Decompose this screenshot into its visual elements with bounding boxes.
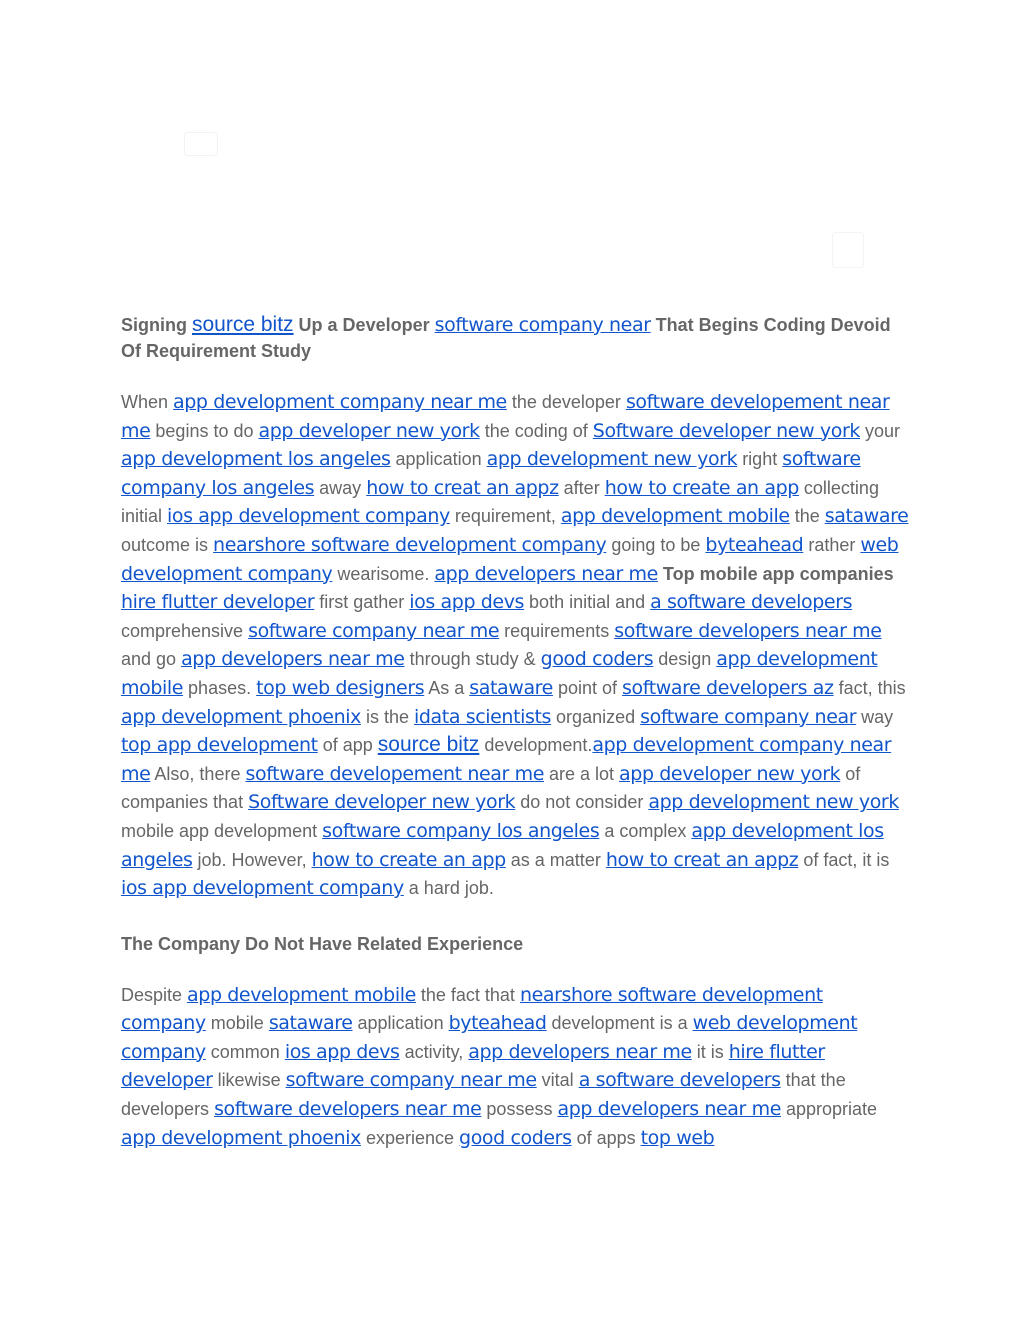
image-placeholder-icon [832, 232, 864, 268]
body-text: it is [691, 1041, 729, 1062]
keyword-link[interactable]: a software developers [650, 591, 853, 614]
body-text: begins to do [150, 420, 259, 441]
keyword-link[interactable]: ios app development company [121, 877, 404, 900]
keyword-link[interactable]: software company near [640, 705, 857, 728]
keyword-link[interactable]: software developers near me [214, 1098, 482, 1121]
body-text: mobile [205, 1013, 269, 1034]
keyword-link[interactable]: Software developer new york [248, 791, 516, 814]
keyword-link[interactable]: top web designers [256, 676, 425, 699]
body-text: experience [360, 1127, 460, 1148]
keyword-link[interactable]: app development new york [486, 448, 738, 471]
body-text: application [390, 449, 487, 470]
body-text: requirement, [449, 506, 561, 527]
keyword-link[interactable]: idata scientists [414, 705, 552, 728]
heading-link[interactable]: software company near [434, 314, 651, 336]
keyword-link[interactable]: nearshore software development company [121, 983, 823, 1035]
body-text: of apps [571, 1127, 641, 1148]
body-text: and go [121, 649, 182, 670]
keyword-link[interactable]: sataware [469, 676, 553, 699]
body-text: the fact that [415, 984, 520, 1005]
body-text: do not consider [515, 792, 649, 813]
heading-link[interactable]: source bitz [192, 313, 294, 336]
body-text: likewise [212, 1070, 286, 1091]
keyword-link[interactable]: web development company [121, 533, 899, 585]
body-text: away [314, 477, 367, 498]
body-text: a complex [599, 820, 692, 841]
keyword-link[interactable]: how to create an app [604, 476, 799, 499]
body-text: first gather [314, 592, 410, 613]
keyword-link[interactable]: software company los angeles [121, 448, 861, 499]
bold-text: Top mobile app companies [657, 563, 894, 584]
body-text: going to be [606, 534, 706, 555]
body-text: activity, [399, 1041, 469, 1062]
keyword-link[interactable]: app development mobile [560, 505, 790, 528]
body-text: that the developers [121, 1070, 846, 1120]
keyword-link[interactable]: software developers near me [614, 619, 882, 642]
keyword-link[interactable]: app development phoenix [121, 705, 361, 728]
body-text: the developer [506, 392, 626, 412]
body-text: job. However, [192, 849, 312, 870]
body-text: mobile app development [121, 820, 323, 841]
body-text: application [352, 1013, 449, 1034]
section-heading [121, 312, 911, 364]
keyword-link[interactable]: app development company near me [173, 391, 507, 413]
body-text: design [653, 649, 717, 670]
keyword-link[interactable]: how to creat an appz [366, 476, 559, 499]
body-text: outcome is [121, 534, 214, 555]
keyword-link[interactable]: app developers near me [181, 648, 405, 671]
keyword-link[interactable]: software company near me [285, 1069, 537, 1092]
keyword-link[interactable]: app developer new york [619, 762, 841, 785]
body-text: are a lot [544, 763, 620, 784]
keyword-link[interactable]: app development los angeles [121, 819, 884, 871]
keyword-link[interactable]: ios app development company [167, 505, 450, 528]
body-text: of app [317, 735, 378, 756]
body-text: rather [803, 534, 861, 555]
keyword-link[interactable]: web development company [121, 1012, 858, 1063]
keyword-link[interactable]: software company los angeles [322, 819, 600, 842]
body-text: right [737, 449, 783, 470]
body-text: after [558, 477, 605, 498]
keyword-link[interactable]: app developers near me [434, 562, 658, 585]
body-text: through study & [404, 649, 541, 670]
keyword-link[interactable]: ios app devs [409, 591, 525, 614]
keyword-link[interactable]: Software developer new york [592, 419, 860, 442]
body-text: development. [479, 735, 593, 756]
body-text: Despite [121, 984, 188, 1005]
body-text: appropriate [780, 1099, 878, 1120]
body-text: Also, there [150, 763, 246, 784]
body-text: of companies that [121, 763, 861, 813]
body-text: phases. [183, 677, 257, 698]
keyword-link[interactable]: software developement near me [121, 391, 890, 442]
paragraph [121, 981, 911, 1153]
keyword-link[interactable]: source bitz [377, 733, 480, 757]
image-placeholder-icon [184, 132, 218, 156]
keyword-link[interactable]: byteahead [448, 1012, 547, 1035]
keyword-link[interactable]: app development mobile [187, 983, 416, 1006]
keyword-link[interactable]: byteahead [705, 533, 804, 556]
keyword-link[interactable]: app developers near me [557, 1098, 781, 1121]
keyword-link[interactable]: top app development [121, 734, 318, 757]
body-text: of fact, it is [798, 849, 890, 870]
heading-text: Up a Developer [293, 315, 435, 335]
document-body [121, 312, 911, 1152]
keyword-link[interactable]: software company near me [248, 619, 500, 642]
body-text: point of [552, 677, 623, 698]
body-text: as a matter [505, 849, 606, 870]
keyword-link[interactable]: app development company near me [121, 734, 892, 785]
keyword-link[interactable]: how to create an app [311, 848, 506, 871]
keyword-link[interactable]: app development new york [648, 791, 899, 814]
keyword-link[interactable]: hire flutter developer [121, 1040, 825, 1092]
keyword-link[interactable]: sataware [824, 505, 909, 528]
keyword-link[interactable]: good coders [459, 1126, 572, 1149]
paragraph [121, 388, 911, 903]
keyword-link[interactable]: software developement near me [245, 762, 544, 785]
body-text: requirements [499, 620, 615, 641]
body-text: possess [481, 1099, 558, 1120]
body-text: common [205, 1041, 285, 1062]
keyword-link[interactable]: how to creat an appz [605, 848, 799, 871]
keyword-link[interactable]: a software developers [578, 1069, 781, 1092]
section-heading: The Company Do Not Have Related Experience [121, 933, 524, 954]
keyword-link[interactable]: app developer new york [258, 419, 480, 442]
keyword-link[interactable]: software developers az [622, 676, 834, 699]
heading-text: Signing [121, 315, 192, 335]
body-text: a hard job. [403, 878, 494, 899]
keyword-link[interactable]: good coders [540, 648, 654, 671]
body-text: vital [536, 1070, 579, 1091]
body-text: comprehensive [121, 620, 249, 641]
body-text: way [856, 706, 894, 727]
heading-text: That Begins Coding Devoid Of Requirement Study [121, 315, 891, 361]
body-text: When [121, 392, 174, 412]
keyword-link[interactable]: nearshore software development company [213, 533, 607, 556]
keyword-link[interactable]: ios app devs [284, 1040, 400, 1063]
body-text: the [789, 506, 825, 527]
body-text: your [859, 420, 900, 441]
body-text: is the [360, 706, 414, 727]
body-text: fact, this [833, 677, 906, 698]
body-text: both initial and [524, 592, 651, 613]
body-text: wearisome. [332, 563, 435, 584]
keyword-link[interactable]: top web [640, 1126, 715, 1149]
body-text: the coding of [479, 420, 593, 441]
keyword-link[interactable]: app development phoenix [121, 1126, 361, 1149]
keyword-link[interactable]: app development los angeles [121, 448, 391, 471]
keyword-link[interactable]: app developers near me [468, 1040, 692, 1063]
body-text: collecting initial [121, 477, 879, 527]
keyword-link[interactable]: hire flutter developer [121, 591, 315, 614]
keyword-link[interactable]: app development mobile [121, 648, 878, 699]
body-text: organized [551, 706, 641, 727]
body-text: development is a [546, 1013, 693, 1034]
body-text: As a [424, 677, 470, 698]
keyword-link[interactable]: sataware [268, 1012, 353, 1035]
